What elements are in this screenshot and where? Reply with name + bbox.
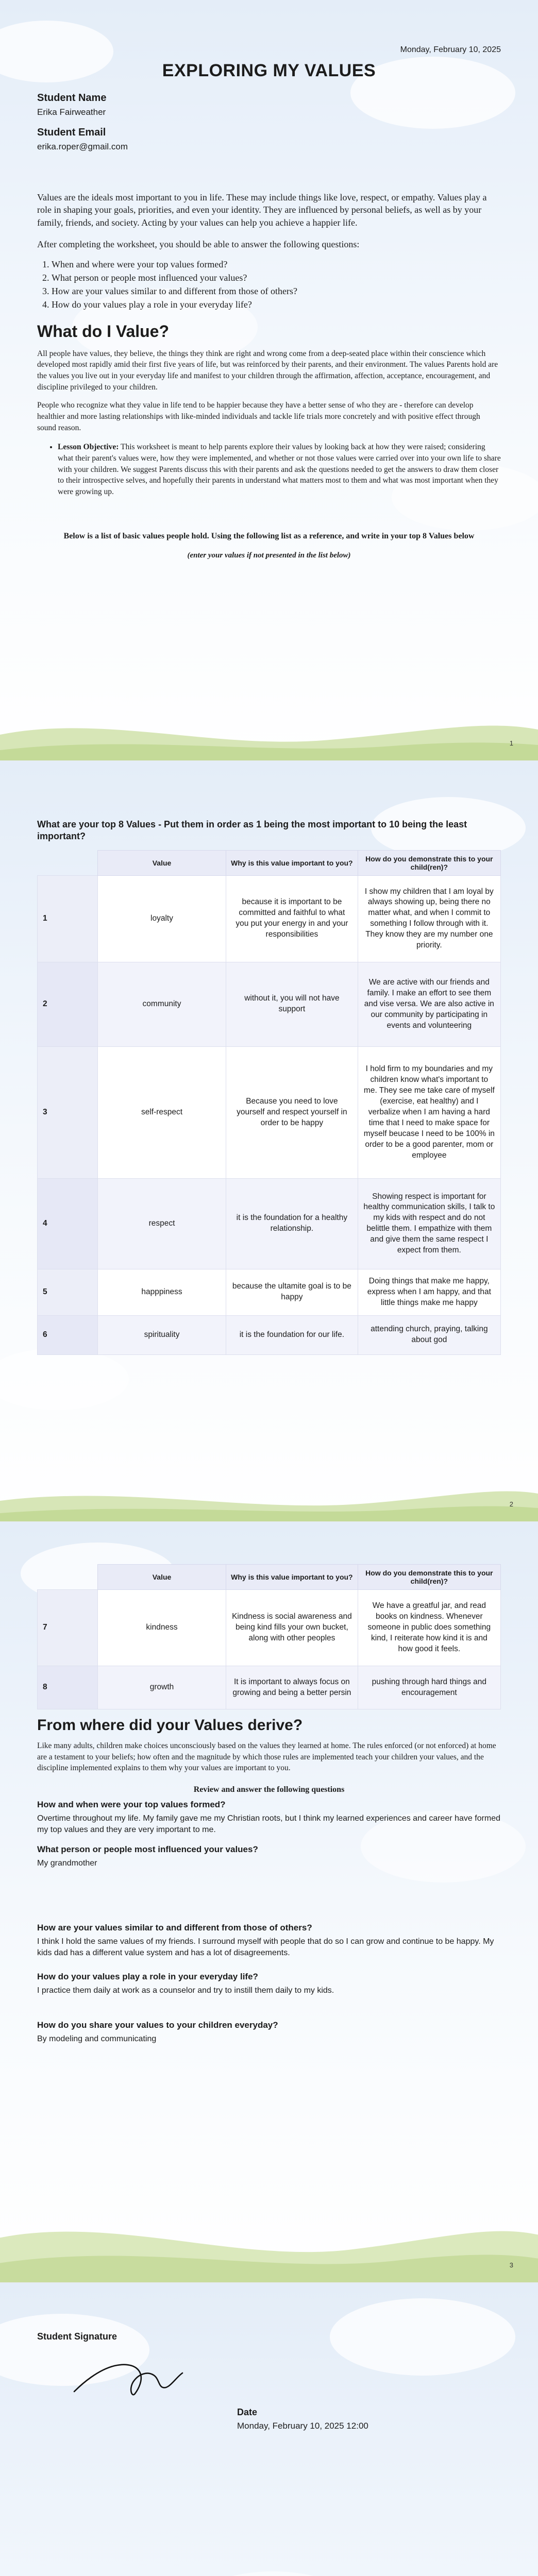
qa-item [37, 1844, 501, 1917]
column-header: Why is this value important to you? [226, 1565, 358, 1590]
answer-field[interactable]: I think I hold the same values of my friends. I surround myself with people that do so I can grow and continue to be happy. My kids dad has a different value system and has a lot of disagreements. [37, 1937, 494, 1958]
row-number: 3 [38, 1046, 98, 1178]
signature-field[interactable] [37, 2346, 264, 2403]
question-list [52, 258, 501, 311]
values-table-continued [37, 1564, 501, 1709]
page-number: 2 [509, 1500, 513, 1508]
row-number: 7 [38, 1590, 98, 1666]
row-number: 8 [38, 1666, 98, 1709]
how-cell[interactable]: Doing things that make me happy, express when I am happy, and that little things make me happy [358, 1269, 500, 1315]
value-cell[interactable]: spirituality [97, 1315, 226, 1354]
value-cell[interactable]: self-respect [97, 1046, 226, 1178]
hills-decoration [0, 2215, 538, 2282]
paragraph: People who recognize what they value in life tend to be happier because they have a better sense of who they are - therefore can develop healthier and more lasting relationships with like-minded individuals and tackle life trials more concretely and with positive effect through sound reason. [37, 401, 480, 432]
why-cell[interactable]: without it, you will not have support [226, 962, 358, 1046]
how-cell[interactable]: pushing through hard things and encouragement [358, 1666, 500, 1709]
intro-paragraph: Values are the ideals most important to you in life. These may include things like love, respect, or empathy. Values play a role in shaping your goals, priorities, and even your identity. They are influenced by personal beliefs, as well as by your family, friends, and society. Acting by your values can help you achieve a happier life. [37, 192, 487, 228]
cloud-decoration [0, 1348, 129, 1410]
value-cell[interactable]: happpiness [97, 1269, 226, 1315]
cloud-decoration [196, 2571, 350, 2576]
column-header: How do you demonstrate this to your child(ren)? [358, 1565, 500, 1590]
value-cell[interactable]: kindness [97, 1590, 226, 1666]
review-heading: Review and answer the following questions [193, 1785, 345, 1794]
row-number: 6 [38, 1315, 98, 1354]
list-item: 3. How are your values similar to and different from those of others? [52, 284, 501, 298]
row-number: 5 [38, 1269, 98, 1315]
qa-item [37, 1800, 501, 1836]
table-row [38, 1178, 501, 1269]
how-cell[interactable]: Showing respect is important for healthy communication skills, I talk to my kids with respect and do not belittle them. I empathize with them and give them the same respect I expect from them. [358, 1178, 500, 1269]
table-row [38, 962, 501, 1046]
question-label: How do you share your values to your children everyday? [37, 2020, 278, 2030]
why-cell[interactable]: it is the foundation for our life. [226, 1315, 358, 1354]
why-cell[interactable]: It is important to always focus on growing and being a better persin [226, 1666, 358, 1709]
paragraph: All people have values, they believe, the things they think are right and wrong come from a deep-seated place within their conscience which developed most rapidly amid their first five years of life, but was reinforced by their parents, and their environment. The values Parents hold are the values you live out in your everyday life and manifest to your children through the affirmation, affection, acceptance, encouragement, and discipline privileged to your children. [37, 349, 498, 392]
page-1 [0, 0, 538, 760]
header-date: Monday, February 10, 2025 [400, 45, 501, 54]
date-label: Date [237, 2407, 258, 2417]
why-cell[interactable]: Kindness is social awareness and being kind fills your own bucket, along with other peoples [226, 1590, 358, 1666]
objective-list [58, 442, 501, 497]
answer-field[interactable]: My grandmother [37, 1858, 97, 1868]
value-cell[interactable]: growth [97, 1666, 226, 1709]
question-label: How are your values similar to and different from those of others? [37, 1922, 312, 1933]
column-header: Value [97, 1565, 226, 1590]
column-header: How do you demonstrate this to your child(ren)? [358, 850, 500, 875]
section-heading: What do I Value? [37, 321, 170, 341]
objective-label: Lesson Objective: [58, 443, 119, 452]
page-2 [0, 761, 538, 1521]
value-cell[interactable]: loyalty [97, 875, 226, 962]
signature-label: Student Signature [37, 2331, 117, 2342]
hills-decoration [0, 1475, 538, 1521]
objective-text-2: We suggest Parents discuss this with their parents and ask the questions needed to get the answers to draw them closer to their introspective selves, and hopefully their parents in understand what matters most to them and what was most important when they were growing up. [58, 465, 499, 497]
table-row [38, 1269, 501, 1315]
how-cell[interactable]: I hold firm to my boundaries and my children know what's important to me. They see me take care of myself (exercise, eat healthy) and I verbalize when I am having a hard time that I need to make space for myself beucase I need to be 100% in order to be a good parenter, mom or employee [358, 1046, 500, 1178]
page-title: EXPLORING MY VALUES [162, 61, 376, 80]
qa-item [37, 1972, 501, 1996]
page-number: 1 [509, 739, 513, 747]
table-header-row [38, 1565, 501, 1590]
list-item: 4. How do your values play a role in your everyday life? [52, 298, 501, 311]
how-cell[interactable]: We have a greatful jar, and read books on kindness. Whenever someone in public does something kind, I reiterate how kind it is and how good it feels. [358, 1590, 500, 1666]
value-cell[interactable]: respect [97, 1178, 226, 1269]
table-row [38, 1315, 501, 1354]
qa-item [37, 1923, 501, 1959]
page-4 [0, 2283, 538, 2576]
table-row [38, 1666, 501, 1709]
empty-header-cell [38, 850, 98, 875]
qa-item [37, 2020, 501, 2045]
answer-field[interactable]: By modeling and communicating [37, 2035, 157, 2044]
question-label: What person or people most influenced your values? [37, 1844, 258, 1854]
after-paragraph: After completing the worksheet, you should be able to answer the following questions: [37, 239, 360, 249]
how-cell[interactable]: attending church, praying, talking about god [358, 1315, 500, 1354]
table-row [38, 875, 501, 962]
table-heading: What are your top 8 Values - Put them in order as 1 being the most important to 10 being the least important? [37, 819, 467, 842]
row-number: 2 [38, 962, 98, 1046]
values-table [37, 850, 501, 1355]
signature-image [37, 2346, 264, 2403]
why-cell[interactable]: because it is important to be committed and faithful to what you put your energy in and your responsibilities [226, 875, 358, 962]
question-label: How do your values play a role in your everyday life? [37, 1971, 258, 1981]
column-header: Value [97, 850, 226, 875]
list-item [58, 442, 501, 497]
list-item: 1. When and where were your top values formed? [52, 258, 501, 271]
why-cell[interactable]: Because you need to love yourself and respect yourself in order to be happy [226, 1046, 358, 1178]
hills-decoration [0, 714, 538, 760]
student-email-field[interactable]: erika.roper@gmail.com [37, 142, 128, 151]
how-cell[interactable]: I show my children that I am loyal by always showing up, being there no matter what, and when I commit to something I follow through with it. They know they are my number one priority. [358, 875, 500, 962]
answer-field[interactable]: I practice them daily at work as a counselor and try to instill them daily to my kids. [37, 1986, 334, 1995]
section-heading: From where did your Values derive? [37, 1717, 303, 1734]
instructions-note: (enter your values if not presented in the list below) [187, 551, 351, 560]
student-name-field[interactable]: Erika Fairweather [37, 107, 106, 117]
value-cell[interactable]: community [97, 962, 226, 1046]
question-label: How and when were your top values formed? [37, 1800, 226, 1810]
objective-text: This worksheet is meant to help parents explore their values by looking back at how they were raised; considering what their parent's values were, how they were implemented, and whether or not those values were carried over into your own life to share with your children. [58, 443, 501, 474]
instructions-text: Below is a list of basic values people hold. Using the following list as a reference, and write in your top 8 Values below [63, 531, 475, 540]
column-header: Why is this value important to you? [226, 850, 358, 875]
row-number: 4 [38, 1178, 98, 1269]
date-field[interactable]: Monday, February 10, 2025 12:00 [237, 2421, 368, 2431]
student-email-label: Student Email [37, 127, 106, 138]
why-cell[interactable]: because the ultamite goal is to be happy [226, 1269, 358, 1315]
answer-field[interactable]: Overtime throughout my life. My family gave me my Christian roots, but I think my learned experiences and career have formed my top values and they are very important to me. [37, 1814, 501, 1835]
page-3 [0, 1522, 538, 2282]
table-row [38, 1590, 501, 1666]
how-cell[interactable]: We are active with our friends and family. I make an effort to see them and vise versa. We are also active in our community by participating in events and volunteering [358, 962, 500, 1046]
table-header-row [38, 850, 501, 875]
page-number: 3 [509, 2261, 513, 2269]
student-name-label: Student Name [37, 92, 107, 104]
empty-header-cell [38, 1565, 98, 1590]
row-number: 1 [38, 875, 98, 962]
paragraph: Like many adults, children make choices unconsciously based on the values they learned at home. The rules enforced (or not enforced) at home are a testament to your beliefs; how often and the magnitude by which those rules are implemented teach your children your values, and the discipline implemented explains to them why your values are important to you. [37, 1741, 496, 1773]
why-cell[interactable]: it is the foundation for a healthy relationship. [226, 1178, 358, 1269]
list-item: 2. What person or people most influenced your values? [52, 271, 501, 284]
table-row [38, 1046, 501, 1178]
